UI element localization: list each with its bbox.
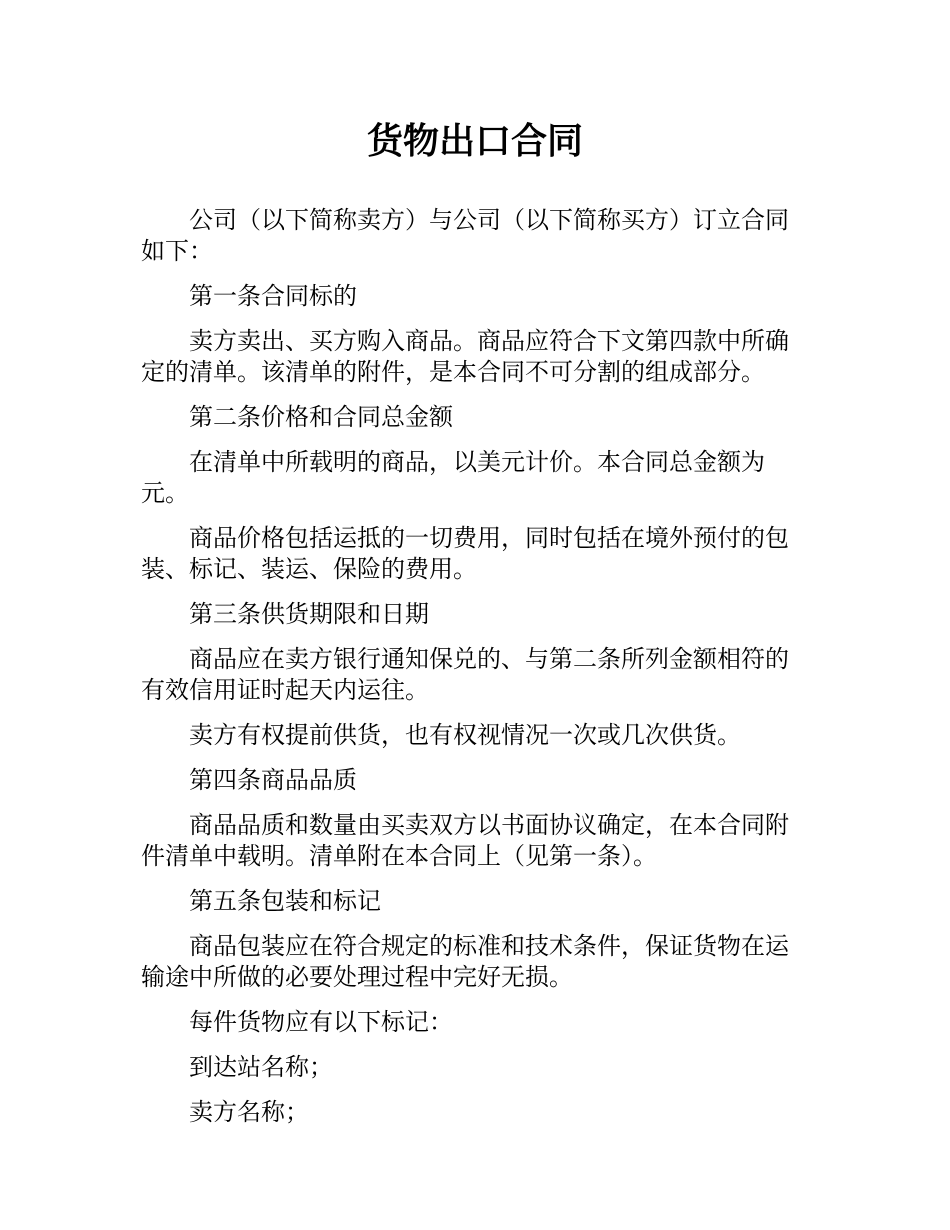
list-item-destination: 到达站名称； [189, 1053, 333, 1081]
document-body [141, 205, 805, 1128]
heading-article-5: 第五条包装和标记 [189, 887, 381, 915]
paragraph-article-1-text: 卖方卖出、买方购入商品。商品应符合下文第四款中所确定的清单。该清单的附件，是本合同不可分割的组成部分。 [141, 327, 789, 386]
heading-article-2: 第二条价格和合同总金额 [189, 403, 453, 431]
list-item-seller-name: 卖方名称； [189, 1098, 309, 1126]
document-title: 货物出口合同 [366, 121, 583, 162]
heading-article-1: 第一条合同标的 [189, 282, 357, 310]
paragraph-article-5-text-2: 每件货物应有以下标记： [189, 1008, 453, 1036]
paragraph-article-3-text-2: 卖方有权提前供货，也有权视情况一次或几次供货。 [189, 721, 741, 749]
paragraph-article-2-text-1: 在清单中所载明的商品，以美元计价。本合同总金额为元。 [141, 448, 765, 507]
heading-article-4: 第四条商品品质 [189, 766, 357, 794]
paragraph-article-3-text-1: 商品应在卖方银行通知保兑的、与第二条所列金额相符的有效信用证时起天内运往。 [141, 645, 789, 704]
heading-article-3: 第三条供货期限和日期 [189, 600, 429, 628]
paragraph-article-2-text-2: 商品价格包括运抵的一切费用，同时包括在境外预付的包装、标记、装运、保险的费用。 [141, 524, 789, 583]
paragraph-intro: 公司（以下简称卖方）与公司（以下简称买方）订立合同如下： [141, 206, 789, 265]
paragraph-article-4-text: 商品品质和数量由买卖双方以书面协议确定，在本合同附件清单中载明。清单附在本合同上（见第一条）。 [141, 811, 789, 870]
paragraph-article-5-text-1: 商品包装应在符合规定的标准和技术条件，保证货物在运输途中所做的必要处理过程中完好无损。 [141, 932, 789, 991]
